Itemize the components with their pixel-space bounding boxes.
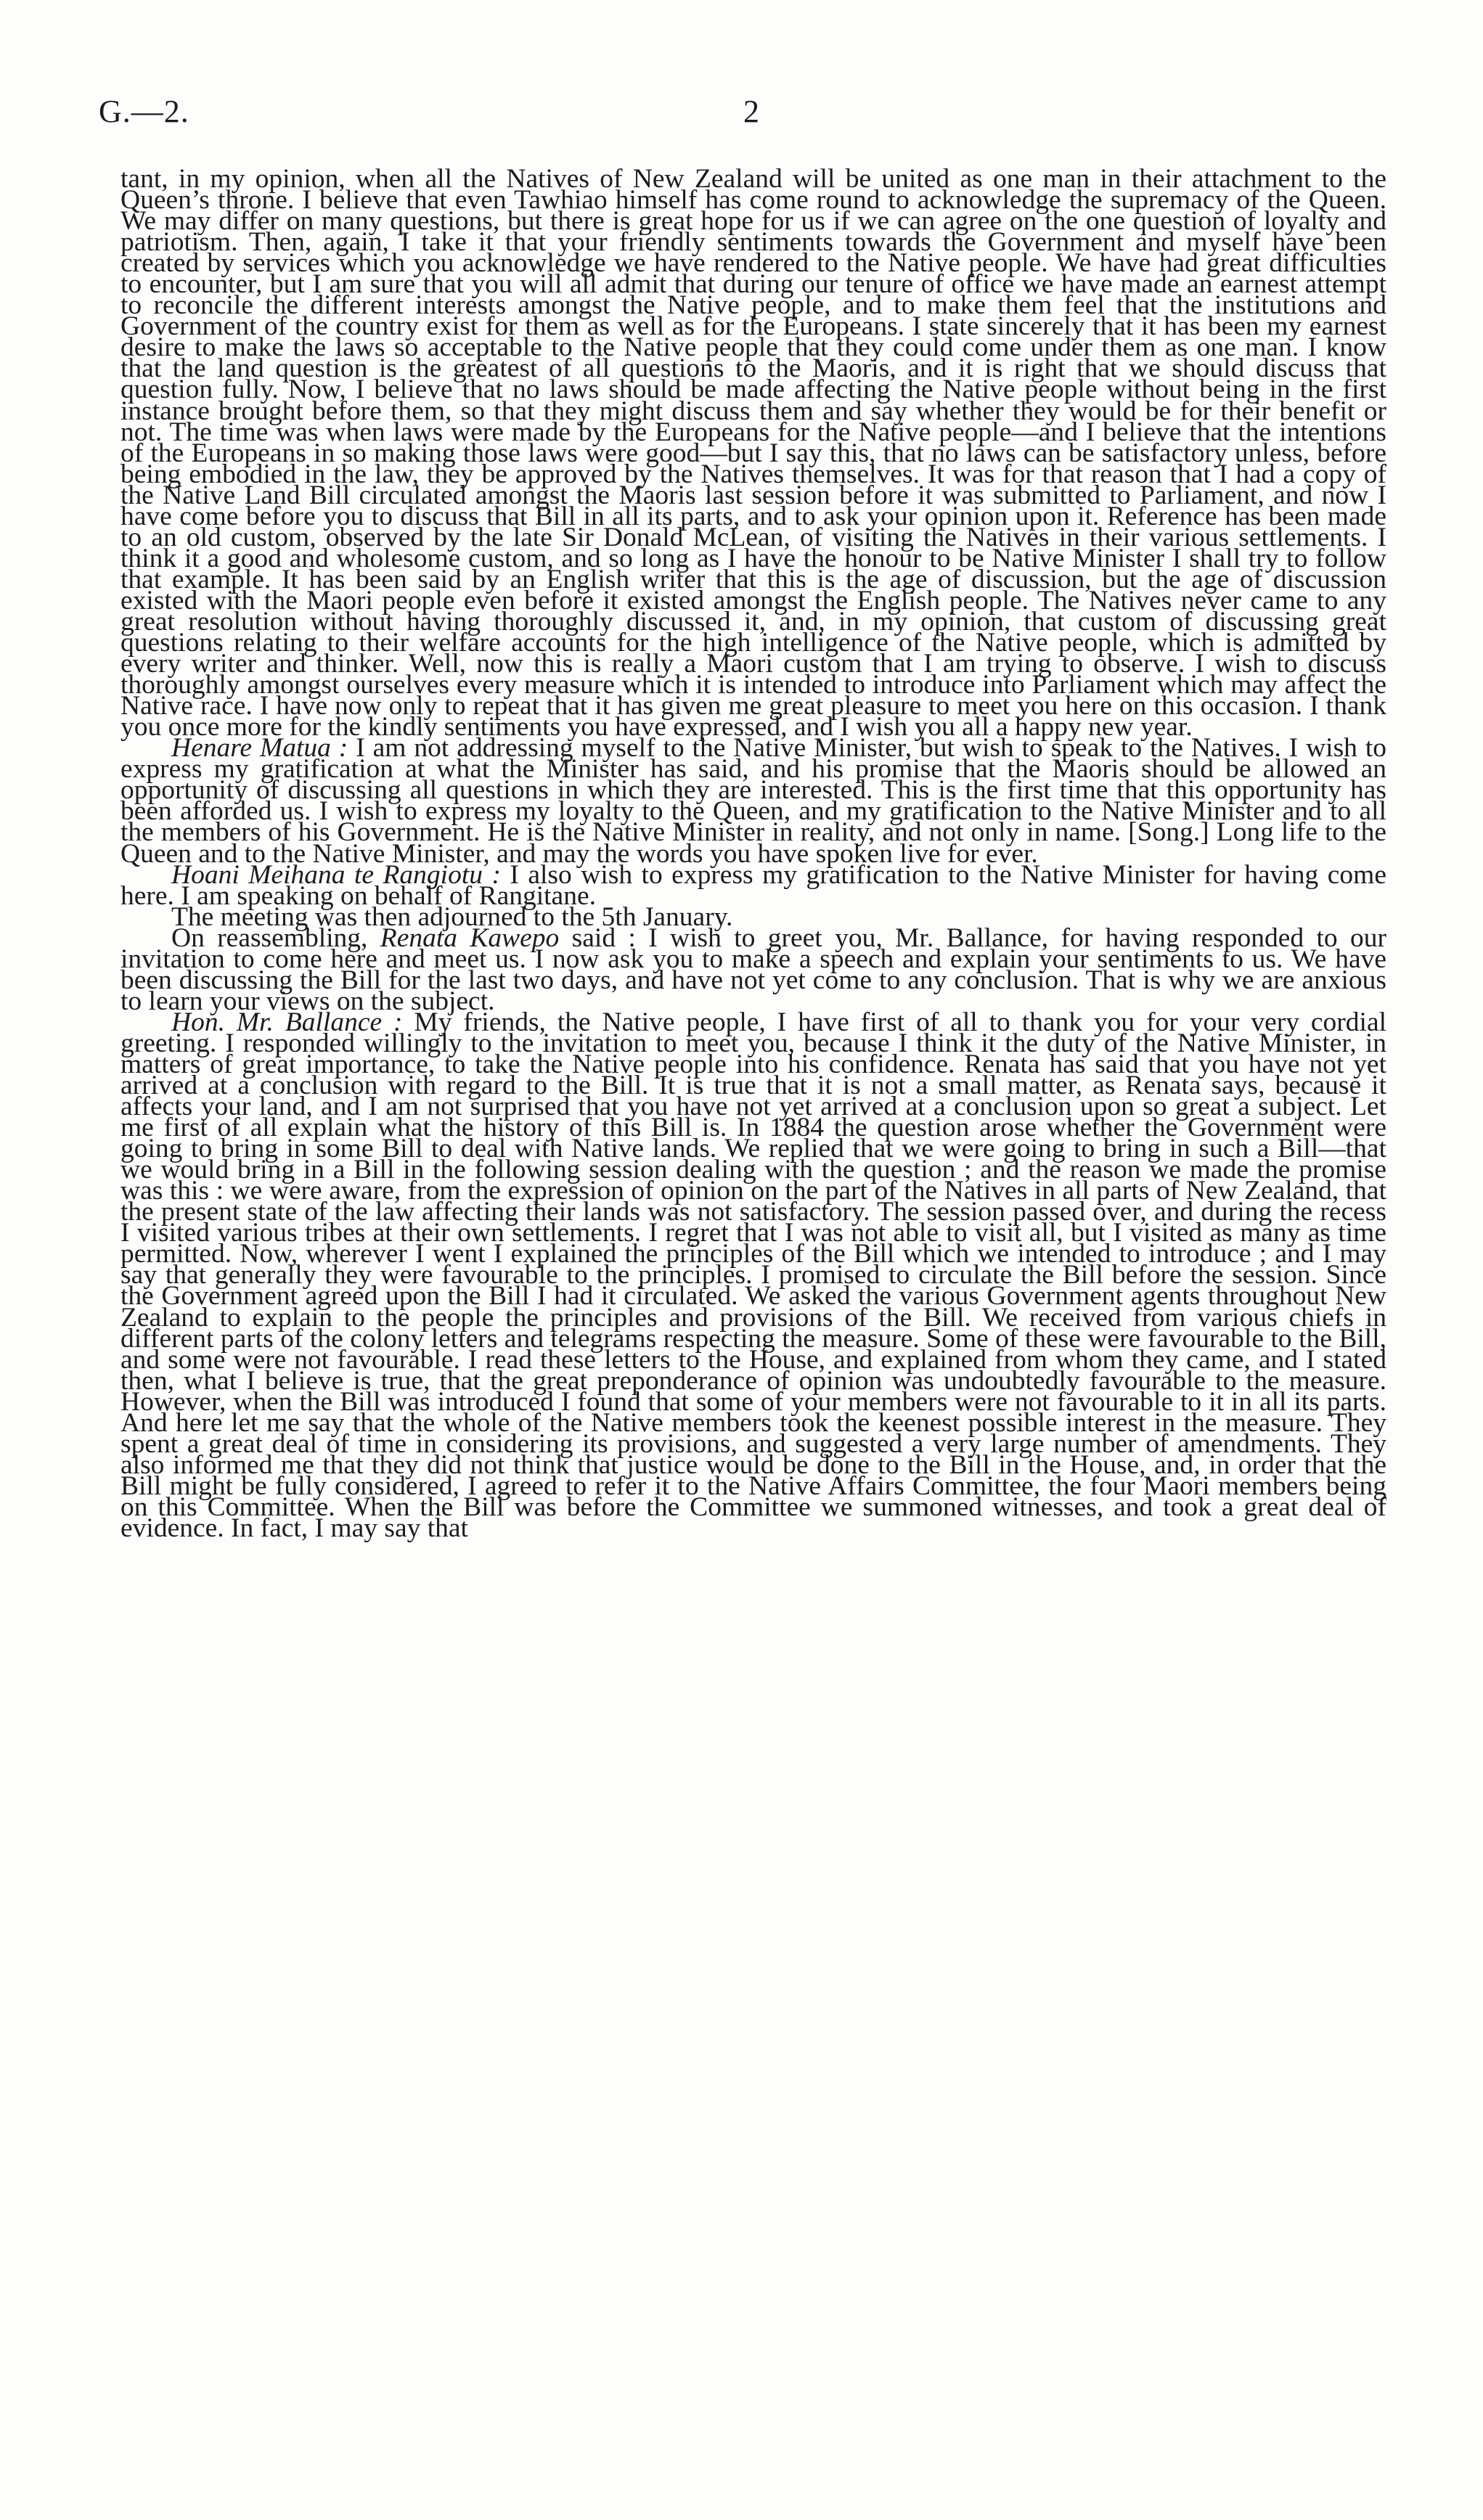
paragraph-text: I am not addressing myself to the Native Minister, but wish to speak to the Natives. I wish to express my gratification at what the Minister has said, and his promise that the Maoris should be allowed an opportunity of discussing all questions in which they are interested. This is the first time that this opportunity has been afforded us. I wish to express my loyalty to the Queen, and my gratification to the Native Minister and to all the members of his Government. He is the Native Minister in reality, and not only in name. [Song.] Long life to the Queen and to the Native Minister, and may the words you have spoken live for ever. xyxy=(120,733,1387,869)
speaker-name: Hoani Meihana te Rangiotu : xyxy=(171,859,501,890)
speaker-name: Hon. Mr. Ballance : xyxy=(171,1007,403,1037)
paragraph-ballance-conclusion xyxy=(120,164,1386,742)
speaker-name: Renata Kawepo xyxy=(380,922,560,953)
page-number: 2 xyxy=(743,94,759,129)
paragraph-hoani-meihana xyxy=(120,859,1386,911)
paragraph-text: My friends, the Native people, I have first of all to thank you for your very cordial greeting. I responded willingly to the invitation to meet you, because I think it the duty of the Native Minister, in matters of great importance, to take the Native people into his confidence. Renata has said that you have not yet arrived at a conclusion with regard to the Bill. It is true that it is not a small matter, as Renata says, because it affects your land, and I am not surprised that you have not yet arrived at a conclusion upon so great a subject. Let me first of all explain what the history of this Bill is. In 1884 the question arose whether the Government were going to bring in some Bill to deal with Native lands. We replied that we were going to bring in such a Bill—that we would bring in a Bill in the following session dealing with the question ; and the reason we made the promise was this : we were aware, from the expression of opinion on the part of the Natives in all parts of New Zealand, that the present state of the law affecting their lands was not satisfactory. The session passed over, and during the recess I visited various tribes at their own settlements. I regret that I was not able to visit all, but I visited as many as time permitted. Now, wherever I went I explained the principles of the Bill which we intended to introduce ; and I may say that generally they were favourable to the principles. I promised to circulate the Bill before the session. Since the Government agreed upon the Bill I had it circulated. We asked the various Government agents throughout New Zealand to explain to the people the principles and provisions of the Bill. We received from various chiefs in different parts of the colony letters and telegrams respecting the measure. Some of these were favourable to the Bill, and some were not favourable. I read these letters to the House, and explained from whom they came, and I stated then, what I believe is true, that the great preponderance of opinion was undoubtedly favourable to the measure. However, when the Bill was introduced I found that some of your members were not favourable to it in all its parts. And here let me say that the whole of the Native members took the keenest possible interest in the measure. They spent a great deal of time in considering its provisions, and suggested a very large number of amendments. They also informed me that they did not think that justice would be done to the Bill in the House, and, in order that the Bill might be fully considered, I agreed to refer it to the Native Affairs Committee, the four Maori members being on this Committee. When the Bill was before the Committee we summoned witnesses, and took a great deal of evidence. In fact, I may say that xyxy=(120,1007,1387,1543)
body-text xyxy=(120,164,1387,1543)
paragraph-text: tant, in my opinion, when all the Natives of New Zealand will be united as one man in their attachment to the Queen’s throne. I believe that even Tawhiao himself has come round to acknowledge the supremacy of the Queen. We may differ on many questions, but there is great hope for us if we can agree on the one question of loyalty and patriotism. Then, again, I take it that your friendly sentiments towards the Government and myself have been created by services which you acknowledge we have rendered to the Native people. We have had great difficulties to encounter, but I am sure that you will all admit that during our tenure of office we have made an earnest attempt to reconcile the different interests amongst the Native people, and to make them feel that the institutions and Government of the country exist for them as well as for the Europeans. I state sincerely that it has been my earnest desire to make the laws so acceptable to the Native people that they could come under them as one man. I know that the land question is the greatest of all questions to the Maoris, and it is right that we should discuss that question fully. Now, I believe that no laws should be made affecting the Native people without being in the first instance brought before them, so that they might discuss them and say whether they would be for their benefit or not. The time was when laws were made by the Europeans for the Native people—and I believe that the intentions of the Europeans in so making those laws were good—but I say this, that no laws can be satisfactory unless, before being embodied in the law, they be approved by the Natives themselves. It was for that reason that I had a copy of the Native Land Bill circulated amongst the Maoris last session before it was submitted to Parliament, and now I have come before you to discuss that Bill in all its parts, and to ask your opinion upon it. Reference has been made to an old custom, observed by the late Sir Donald McLean, of visiting the Natives in their various settlements. I think it a good and wholesome custom, and so long as I have the honour to be Native Minister I shall try to follow that example. It has been said by an English writer that this is the age of discussion, but the age of discussion existed with the Maori people even before it existed amongst the English people. The Natives never came to any great resolution without having thoroughly discussed it, and, in my opinion, that custom of discussing great questions relating to their welfare accounts for the high intelligence of the Native people, which is admitted by every writer and thinker. Well, now this is really a Maori custom that I am trying to observe. I wish to discuss thoroughly amongst ourselves every measure which it is intended to introduce into Parliament which may affect the Native race. I have now only to repeat that it has given me great pleasure to meet you here on this occasion. I thank you once more for the kindly sentiments you have expressed, and I wish you all a happy new year. xyxy=(120,164,1386,742)
paragraph-text: said : I wish to greet you, Mr. Ballance, for having responded to our invitation to come here and meet us. I now ask you to make a speech and explain your sentiments to us. We have been discussing the Bill for the last two days, and have not yet come to any conclusion. That is why we are anxious to learn your views on the subject. xyxy=(120,922,1386,1016)
paragraph-text: I also wish to express my gratification to the Native Minister for having come here. I am speaking on behalf of Rangitane. xyxy=(120,859,1386,911)
paragraph-renata-kawepo xyxy=(120,922,1386,1016)
speaker-name: Henare Matua : xyxy=(171,733,348,764)
paragraph-henare-matua xyxy=(120,733,1387,869)
document-reference: G.—2. xyxy=(99,94,189,129)
paragraph-lead: On reassembling, xyxy=(171,922,380,953)
page-header xyxy=(87,93,1415,136)
paragraph-text: The meeting was then adjourned to the 5th January. xyxy=(171,901,733,932)
paragraph-hon-ballance xyxy=(120,1007,1387,1543)
